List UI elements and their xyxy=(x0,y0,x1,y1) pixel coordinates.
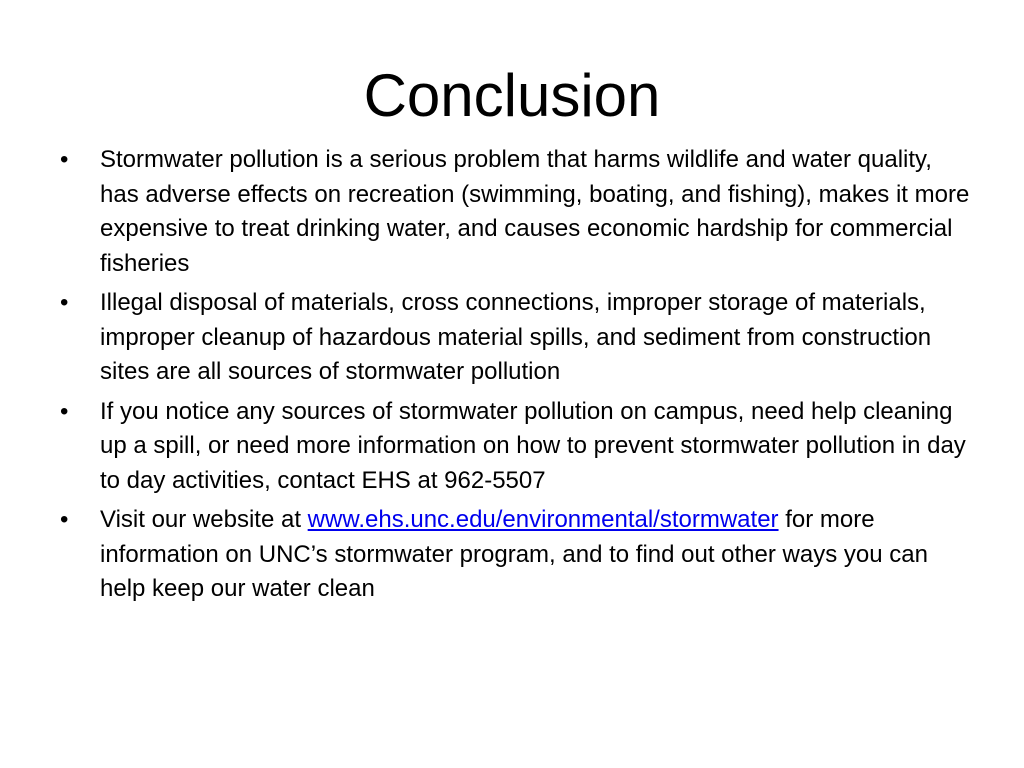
bullet-text-prefix: Visit our website at xyxy=(100,506,308,533)
bullet-text: Stormwater pollution is a serious problem that harms wildlife and water quality, has adverse effects on recreation (swimming, boating, and fishing), makes it more expensive to treat drinking water, and causes economic hardship for commercial fisheries xyxy=(100,146,970,277)
bullet-icon: • xyxy=(60,146,69,173)
bullet-icon: • xyxy=(60,289,69,316)
bullet-text: Illegal disposal of materials, cross connections, improper storage of materials, improper cleanup of hazardous material spills, and sediment from construction sites are all sources of stormwater pollution xyxy=(100,289,932,385)
website-link[interactable]: www.ehs.unc.edu/environmental/stormwater xyxy=(307,506,779,533)
bullet-icon: • xyxy=(60,397,69,425)
bullet-item-contact-ehs xyxy=(56,395,976,499)
slide-title: Conclusion xyxy=(363,62,661,129)
bullet-item-visit-website xyxy=(56,503,976,607)
bullet-item-stormwater-problem xyxy=(56,143,976,281)
bullet-item-pollution-sources xyxy=(56,286,976,390)
bullet-icon: • xyxy=(60,506,69,533)
bullet-text: If you notice any sources of stormwater pollution on campus, need help cleaning up a spill, or need more information on how to prevent stormwater pollution in day to day activities, contact EHS at 962-5507 xyxy=(100,397,966,494)
bullet-list xyxy=(56,143,976,612)
bullet-text-suffix: for more information on UNC’s stormwater program, and to find out other ways you can help keep our water clean xyxy=(100,506,928,602)
